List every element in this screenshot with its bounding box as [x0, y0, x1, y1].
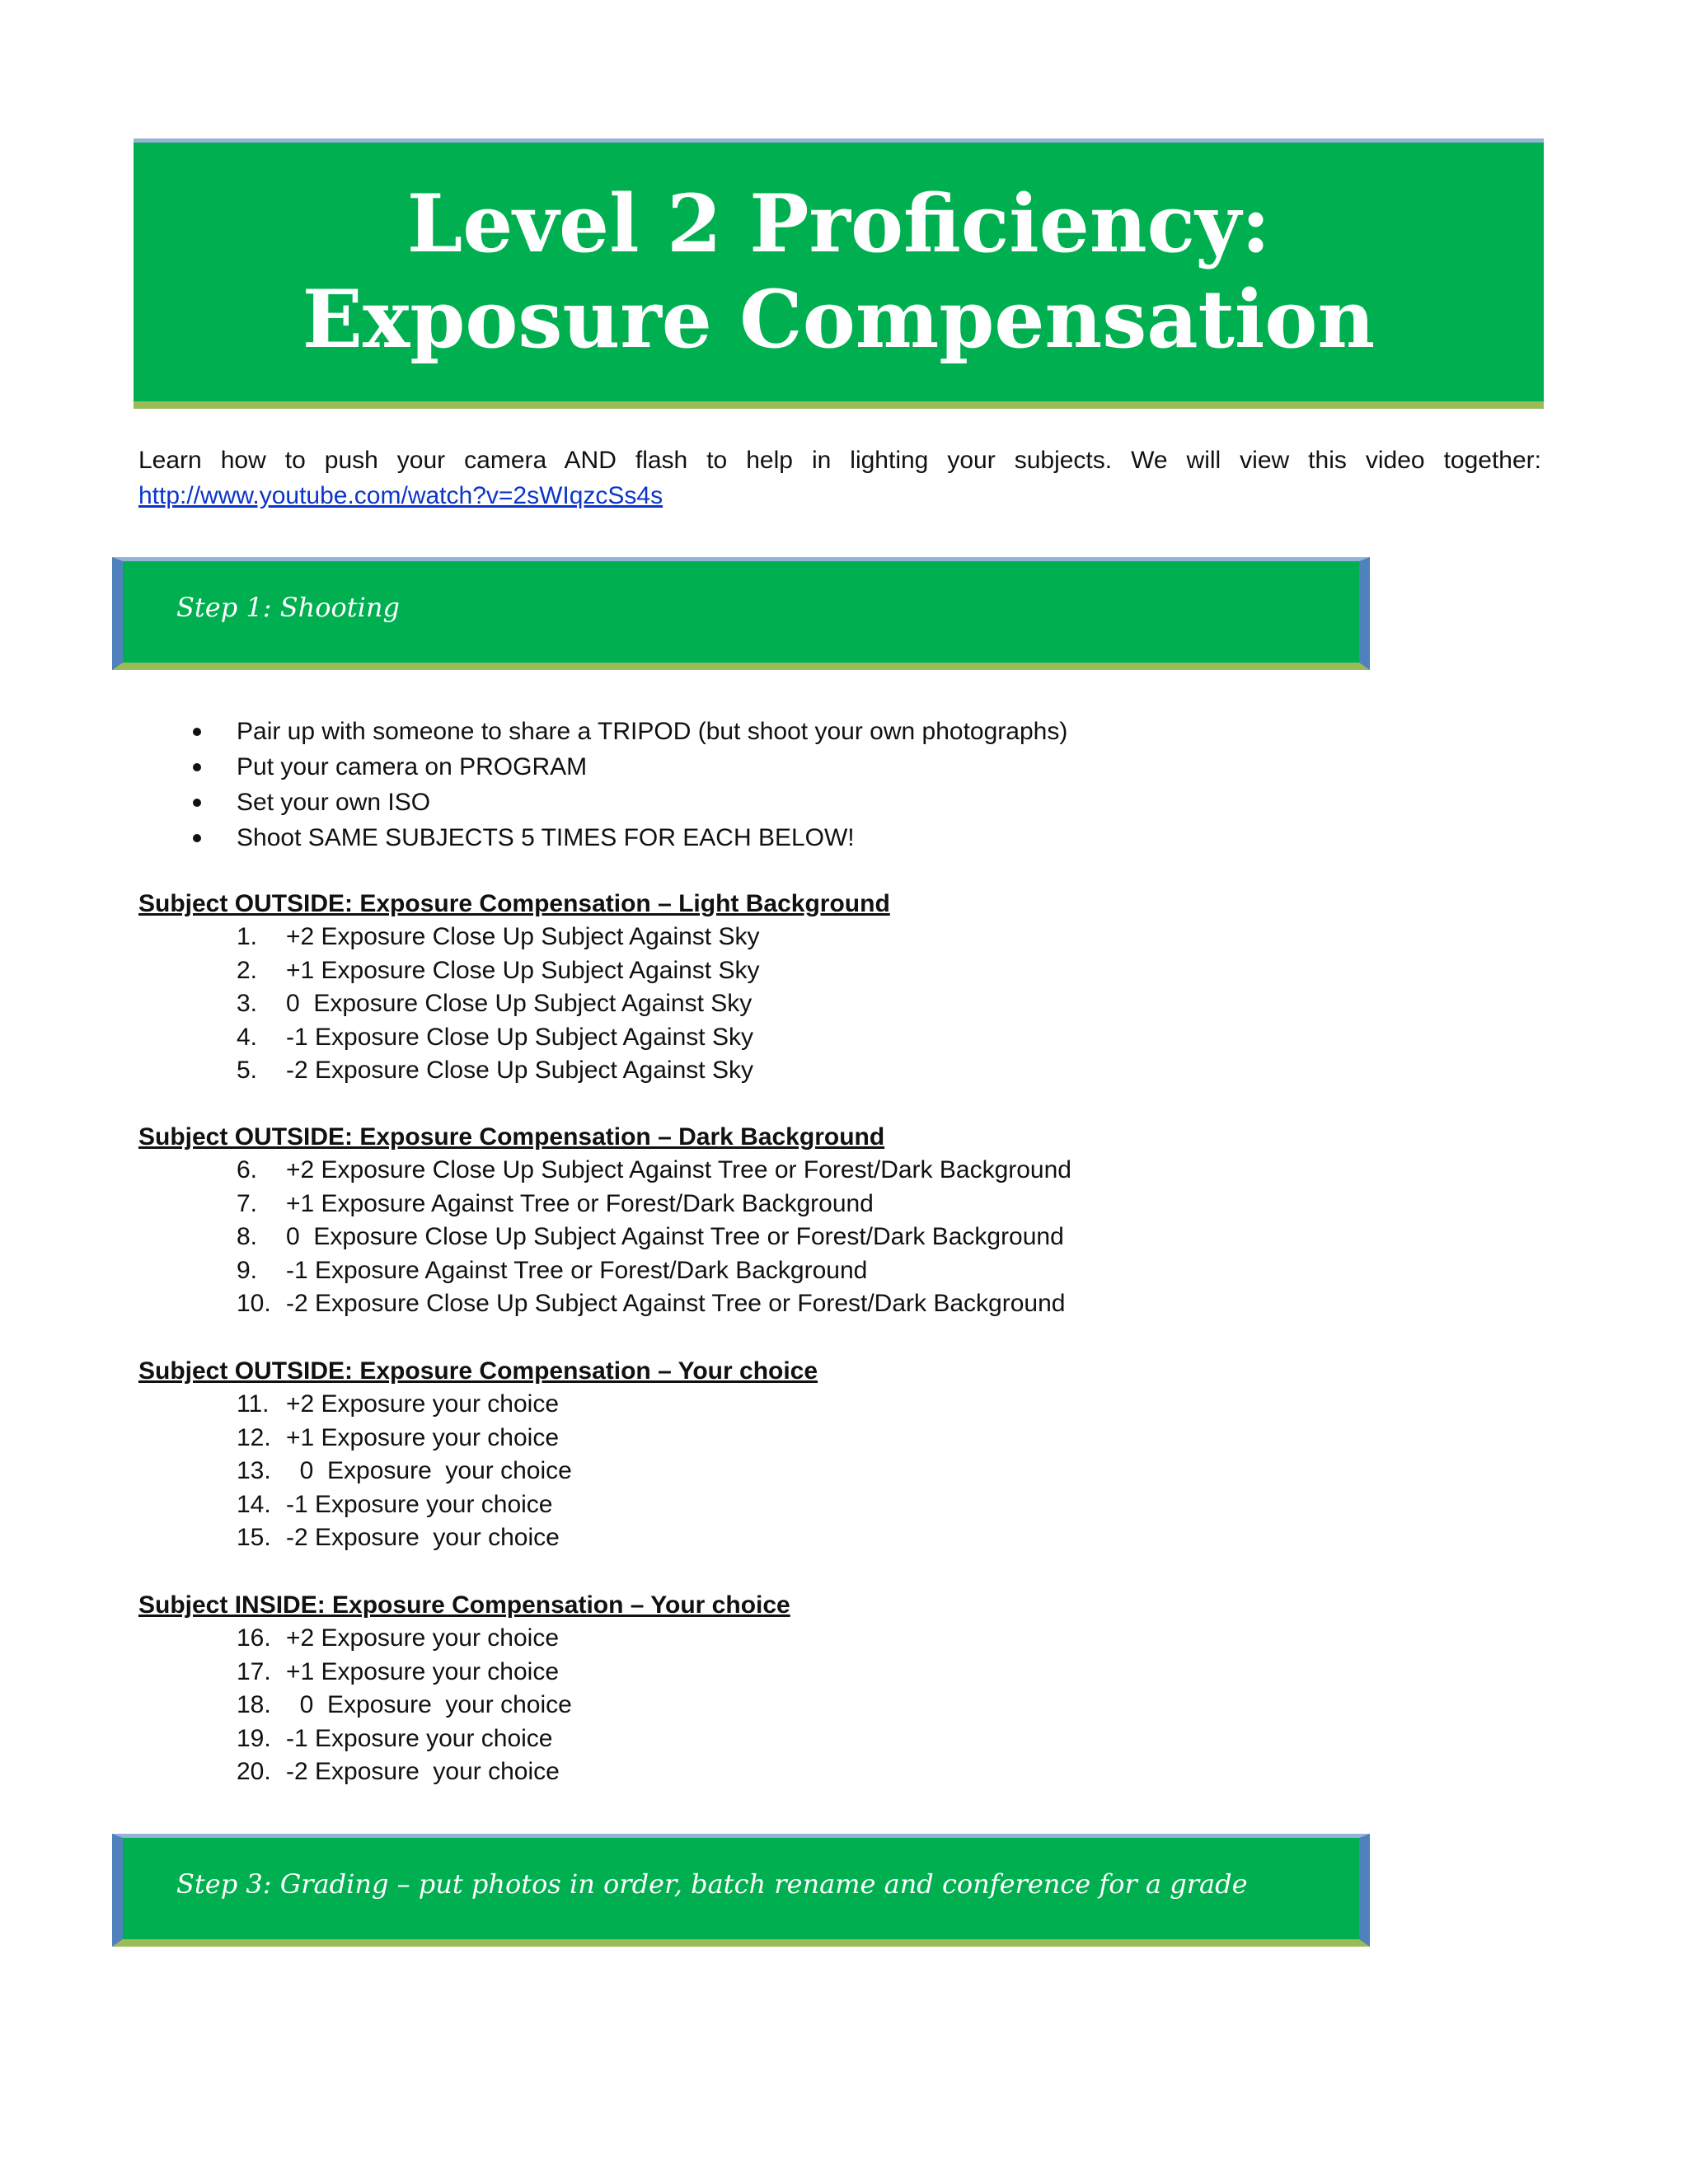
list-text: -1 Exposure your choice [286, 1724, 553, 1752]
list-text: +1 Exposure your choice [286, 1657, 560, 1685]
numbered-list-outside-choice [237, 1388, 572, 1555]
list-text: 0 Exposure your choice [286, 1691, 572, 1719]
list-item [237, 1254, 1071, 1288]
list-number: 4. [237, 1023, 258, 1051]
list-item [237, 1287, 1071, 1321]
list-number: 15. [237, 1524, 271, 1552]
list-number: 5. [237, 1057, 258, 1085]
list-text: +2 Exposure your choice [286, 1390, 560, 1418]
list-item [237, 1054, 759, 1088]
list-item [237, 1221, 1071, 1254]
instruction-bullets [190, 714, 1067, 855]
list-text: -1 Exposure Against Tree or Forest/Dark Background [286, 1256, 868, 1284]
list-text: -1 Exposure Close Up Subject Against Sky [286, 1023, 753, 1051]
list-item [237, 1722, 572, 1756]
list-number: 1. [237, 923, 258, 950]
bullet-item: Set your own ISO [190, 785, 1067, 820]
list-text: -2 Exposure Close Up Subject Against Tree or Forest/Dark Background [286, 1290, 1066, 1318]
list-text: +2 Exposure Close Up Subject Against Tree or Forest/Dark Background [286, 1156, 1071, 1183]
list-number: 10. [237, 1290, 271, 1318]
list-number: 7. [237, 1189, 258, 1217]
list-number: 20. [237, 1758, 271, 1786]
step-3-label: Step 3: Grading – put photos in order, batch rename and conference for a grade [176, 1868, 1248, 1900]
section-heading-outside-choice: Subject OUTSIDE: Exposure Compensation – Your choice [138, 1357, 818, 1385]
list-item [237, 1422, 572, 1455]
list-text: -2 Exposure Close Up Subject Against Sky [286, 1057, 753, 1085]
title-banner [134, 138, 1544, 409]
section-heading-outside-light: Subject OUTSIDE: Exposure Compensation – Light Background [138, 890, 890, 917]
list-number: 17. [237, 1657, 271, 1685]
list-item [237, 1521, 572, 1555]
list-item [237, 921, 759, 954]
list-item [237, 1689, 572, 1722]
list-number: 13. [237, 1457, 271, 1485]
list-number: 12. [237, 1423, 271, 1451]
list-number: 2. [237, 956, 258, 984]
list-item [237, 1455, 572, 1488]
numbered-list-inside-choice [237, 1622, 572, 1789]
list-item [237, 954, 759, 988]
list-number: 9. [237, 1256, 258, 1284]
numbered-list-outside-dark [237, 1154, 1071, 1321]
list-item [237, 987, 759, 1021]
list-text: +2 Exposure Close Up Subject Against Sky [286, 923, 760, 950]
list-number: 19. [237, 1724, 271, 1752]
video-link[interactable]: http://www.youtube.com/watch?v=2sWIqzcSs4s [138, 482, 663, 509]
list-text: +1 Exposure your choice [286, 1423, 560, 1451]
numbered-list-outside-light [237, 921, 759, 1088]
list-text: -2 Exposure your choice [286, 1524, 560, 1552]
list-text: +1 Exposure Against Tree or Forest/Dark Background [286, 1189, 874, 1217]
page-title-line-1: Level 2 Proficiency: [406, 177, 1271, 270]
intro-paragraph: Learn how to push your camera AND flash to help in lighting your subjects. We will view this video together: [138, 447, 1541, 474]
bullet-item: Put your camera on PROGRAM [190, 749, 1067, 785]
list-item [237, 1388, 572, 1422]
list-text: -2 Exposure your choice [286, 1758, 560, 1786]
list-text: 0 Exposure Close Up Subject Against Sky [286, 990, 753, 1018]
list-text: -1 Exposure your choice [286, 1490, 553, 1518]
list-item [237, 1622, 572, 1656]
bullet-item: Pair up with someone to share a TRIPOD (but shoot your own photographs) [190, 714, 1067, 749]
page-title-line-2: Exposure Compensation [302, 273, 1376, 366]
list-item [237, 1021, 759, 1055]
list-text: +2 Exposure your choice [286, 1624, 560, 1652]
list-text: 0 Exposure your choice [286, 1457, 572, 1485]
list-number: 11. [237, 1390, 270, 1418]
list-number: 8. [237, 1223, 258, 1251]
list-number: 3. [237, 990, 258, 1018]
step-1-label: Step 1: Shooting [176, 592, 400, 623]
bullet-item: Shoot SAME SUBJECTS 5 TIMES FOR EACH BELOW! [190, 820, 1067, 855]
list-item [237, 1188, 1071, 1221]
list-number: 6. [237, 1156, 258, 1183]
list-item [237, 1755, 572, 1789]
section-heading-inside-choice: Subject INSIDE: Exposure Compensation – Your choice [138, 1591, 790, 1619]
list-number: 18. [237, 1691, 271, 1719]
list-item [237, 1488, 572, 1522]
list-item [237, 1154, 1071, 1188]
list-item [237, 1656, 572, 1690]
list-number: 16. [237, 1624, 271, 1652]
section-heading-outside-dark: Subject OUTSIDE: Exposure Compensation – Dark Background [138, 1123, 885, 1151]
list-text: 0 Exposure Close Up Subject Against Tree or Forest/Dark Background [286, 1223, 1064, 1251]
list-number: 14. [237, 1490, 271, 1518]
list-text: +1 Exposure Close Up Subject Against Sky [286, 956, 760, 984]
